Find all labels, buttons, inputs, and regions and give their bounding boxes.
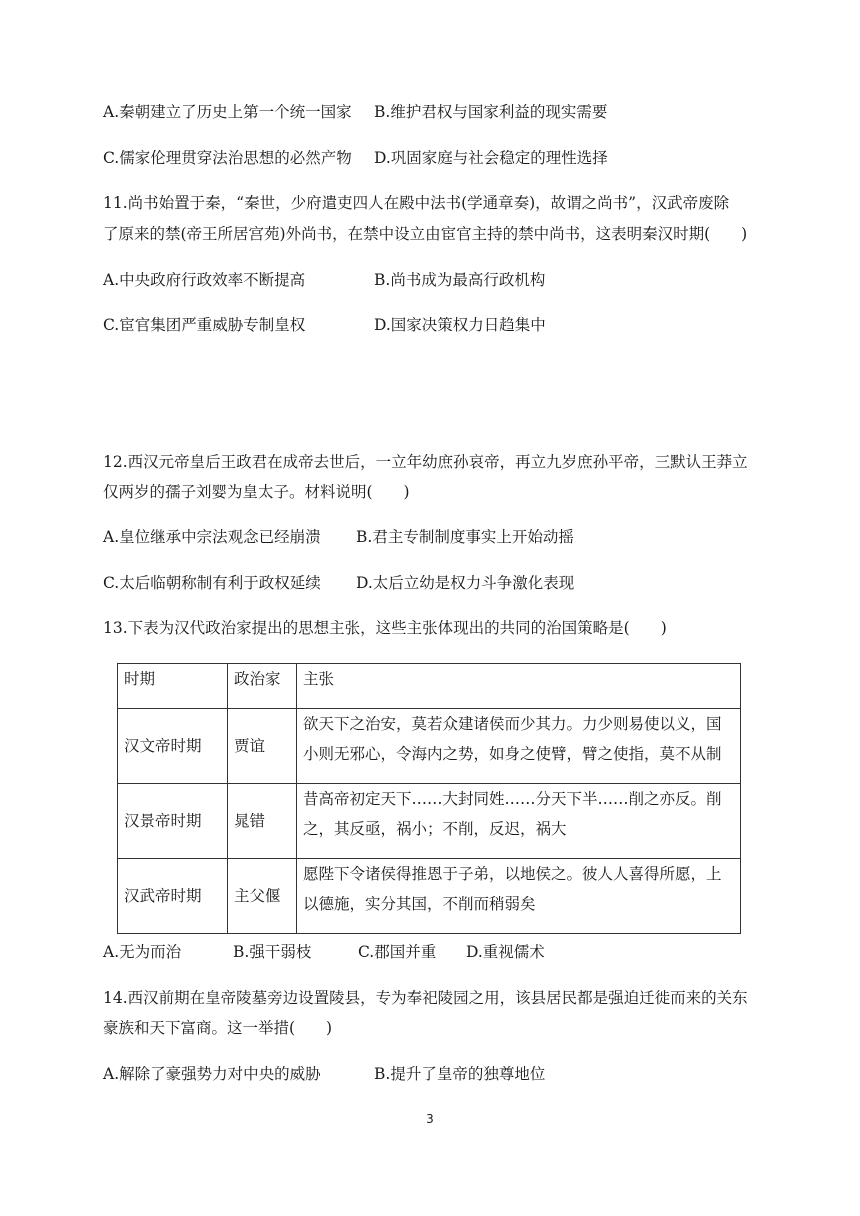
q11-stem-line1: 11.尚书始置于秦，“秦世，少府遣吏四人在殿中法书(学通章奏)，故谓之尚书”，汉武帝废除: [103, 194, 730, 212]
q11-option-b: B.尚书成为最高行政机构: [374, 271, 546, 289]
q11-stem-line2: 了原来的禁(帝王所居宫苑)外尚书，在禁中设立由宦官主持的禁中尚书，这表明秦汉时期( ): [103, 225, 748, 243]
q12-option-c: C.太后临朝称制有利于政权延续: [103, 574, 321, 592]
q12-option-b: B.君主专制制度事实上开始动摇: [356, 528, 574, 546]
q12-option-d: D.太后立幼是权力斗争激化表现: [356, 574, 575, 592]
header-statesman: 政治家: [228, 664, 297, 709]
table-header-row: [118, 664, 741, 709]
table-row: [118, 709, 741, 784]
q12-stem-line2: 仅两岁的孺子刘婴为皇太子。材料说明( ): [103, 483, 410, 501]
q14-stem-line2: 豪族和天下富商。这一举措( ): [103, 1019, 333, 1037]
header-claim: 主张: [297, 664, 741, 709]
q13-option-b: B.强干弱枝: [233, 943, 312, 961]
q13-option-d: D.重视儒术: [466, 943, 545, 961]
table-row: [118, 859, 741, 934]
q10-option-a: A.秦朝建立了历史上第一个统一国家: [103, 103, 352, 121]
row-period: 汉武帝时期: [118, 859, 228, 934]
q11-option-d: D.国家决策权力日趋集中: [374, 316, 546, 334]
q14-stem-line1: 14.西汉前期在皇帝陵墓旁边设置陵县，专为奉祀陵园之用，该县居民都是强迫迁徙而来的关东: [103, 989, 748, 1007]
q11-option-c: C.宦官集团严重威胁专制皇权: [103, 316, 306, 334]
q11-option-a: A.中央政府行政效率不断提高: [103, 271, 306, 289]
row-statesman: 主父偃: [228, 859, 297, 934]
q12-stem-line1: 12.西汉元帝皇后王政君在成帝去世后，一立年幼庶孙哀帝，再立九岁庶孙平帝，三默认王莽立: [103, 453, 748, 471]
header-period: 时期: [118, 664, 228, 709]
row-claim: [297, 709, 741, 784]
q13-option-c: C.郡国并重: [358, 943, 437, 961]
row-statesman: 贾谊: [228, 709, 297, 784]
row-claim: [297, 784, 741, 859]
q13-option-a: A.无为而治: [103, 943, 182, 961]
row-period: 汉文帝时期: [118, 709, 228, 784]
row-claim-line1: 愿陛下令诸侯得推恩于子弟，以地侯之。彼人人喜得所愿，上: [303, 865, 722, 883]
q10-option-d: D.巩固家庭与社会稳定的理性选择: [374, 149, 608, 167]
q13-policy-table: [117, 663, 741, 934]
row-period: 汉景帝时期: [118, 784, 228, 859]
q14-option-a: A.解除了豪强势力对中央的威胁: [103, 1065, 321, 1083]
row-claim-line2: 小则无邪心，令海内之势，如身之使臂，臂之使指，莫不从制: [303, 745, 722, 763]
row-claim-line2: 之，其反亟，祸小；不削，反迟，祸大: [303, 820, 567, 838]
row-claim-line1: 昔高帝初定天下……大封同姓……分天下半……削之亦反。削: [303, 790, 722, 808]
q10-option-c: C.儒家伦理贯穿法治思想的必然产物: [103, 149, 352, 167]
q13-stem: 13.下表为汉代政治家提出的思想主张，这些主张体现出的共同的治国策略是( ): [103, 619, 667, 637]
row-claim: [297, 859, 741, 934]
row-statesman: 晁错: [228, 784, 297, 859]
row-claim-line2: 以德施，实分其国，不削而稍弱矣: [303, 895, 536, 913]
q10-option-b: B.维护君权与国家利益的现实需要: [374, 103, 608, 121]
table-row: [118, 784, 741, 859]
row-claim-line1: 欲天下之治安，莫若众建诸侯而少其力。力少则易使以义，国: [303, 715, 722, 733]
q14-option-b: B.提升了皇帝的独尊地位: [374, 1065, 546, 1083]
q12-option-a: A.皇位继承中宗法观念已经崩溃: [103, 528, 321, 546]
page-number: 3: [426, 1112, 434, 1126]
